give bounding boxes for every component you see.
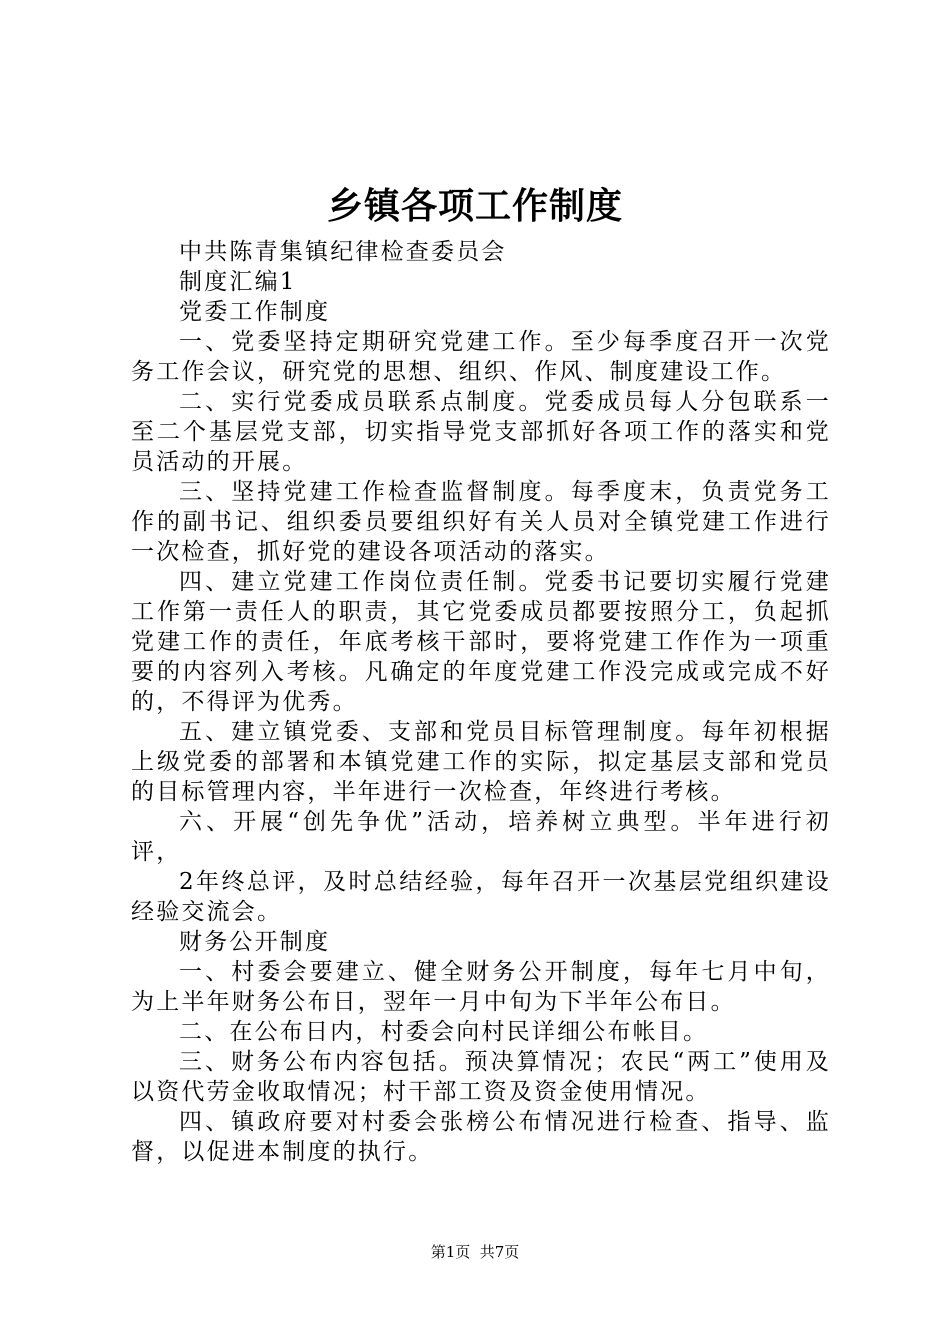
paragraph-item: 二、在公布日内，村委会向村民详细公布帐目。: [179, 1019, 709, 1045]
paragraph-item: 二、实行党委成员联系点制度。党委成员每人分包联系一至二个基层党支部，切实指导党支部抓好各项工作的落实和党员活动的开展。: [131, 389, 831, 475]
paragraph-item: 六、开展“创先争优”活动，培养树立典型。半年进行初评，: [131, 809, 831, 865]
document-body: [131, 237, 831, 1167]
paragraph-item: 四、建立党建工作岗位责任制。党委书记要切实履行党建工作第一责任人的职责，其它党委成员都要按照分工，负起抓党建工作的责任，年底考核干部时，要将党建工作作为一项重要的内容列入考核。凡确定的年度党建工作没完成或完成不好的，不得评为优秀。: [131, 569, 831, 715]
section-heading-party-committee: 党委工作制度: [179, 299, 331, 325]
paragraph-item: 四、镇政府要对村委会张榜公布情况进行检查、指导、监督，以促进本制度的执行。: [131, 1109, 831, 1165]
document-title: 乡镇各项工作制度: [326, 186, 623, 227]
section-heading-finance: 财务公开制度: [179, 929, 331, 955]
paragraph-item: 2年终总评，及时总结经验，每年召开一次基层党组织建设经验交流会。: [131, 869, 831, 925]
paragraph-compilation: 制度汇编1: [179, 269, 297, 295]
paragraph-org-name: 中共陈青集镇纪律检查委员会: [179, 239, 507, 265]
page-number-footer: 第1页 共7页: [430, 1243, 520, 1261]
paragraph-item: 三、财务公布内容包括。预决算情况；农民“两工”使用及以资代劳金收取情况；村干部工资及资金使用情况。: [131, 1049, 831, 1105]
paragraph-item: 五、建立镇党委、支部和党员目标管理制度。每年初根据上级党委的部署和本镇党建工作的实际，拟定基层支部和党员的目标管理内容，半年进行一次检查，年终进行考核。: [131, 719, 831, 805]
paragraph-item: 一、村委会要建立、健全财务公开制度，每年七月中旬，为上半年财务公布日，翌年一月中旬为下半年公布日。: [131, 959, 831, 1015]
paragraph-item: 三、坚持党建工作检查监督制度。每季度末，负责党务工作的副书记、组织委员要组织好有关人员对全镇党建工作进行一次检查，抓好党的建设各项活动的落实。: [131, 479, 831, 565]
paragraph-item: 一、党委坚持定期研究党建工作。至少每季度召开一次党务工作会议，研究党的思想、组织、作风、制度建设工作。: [131, 329, 831, 385]
